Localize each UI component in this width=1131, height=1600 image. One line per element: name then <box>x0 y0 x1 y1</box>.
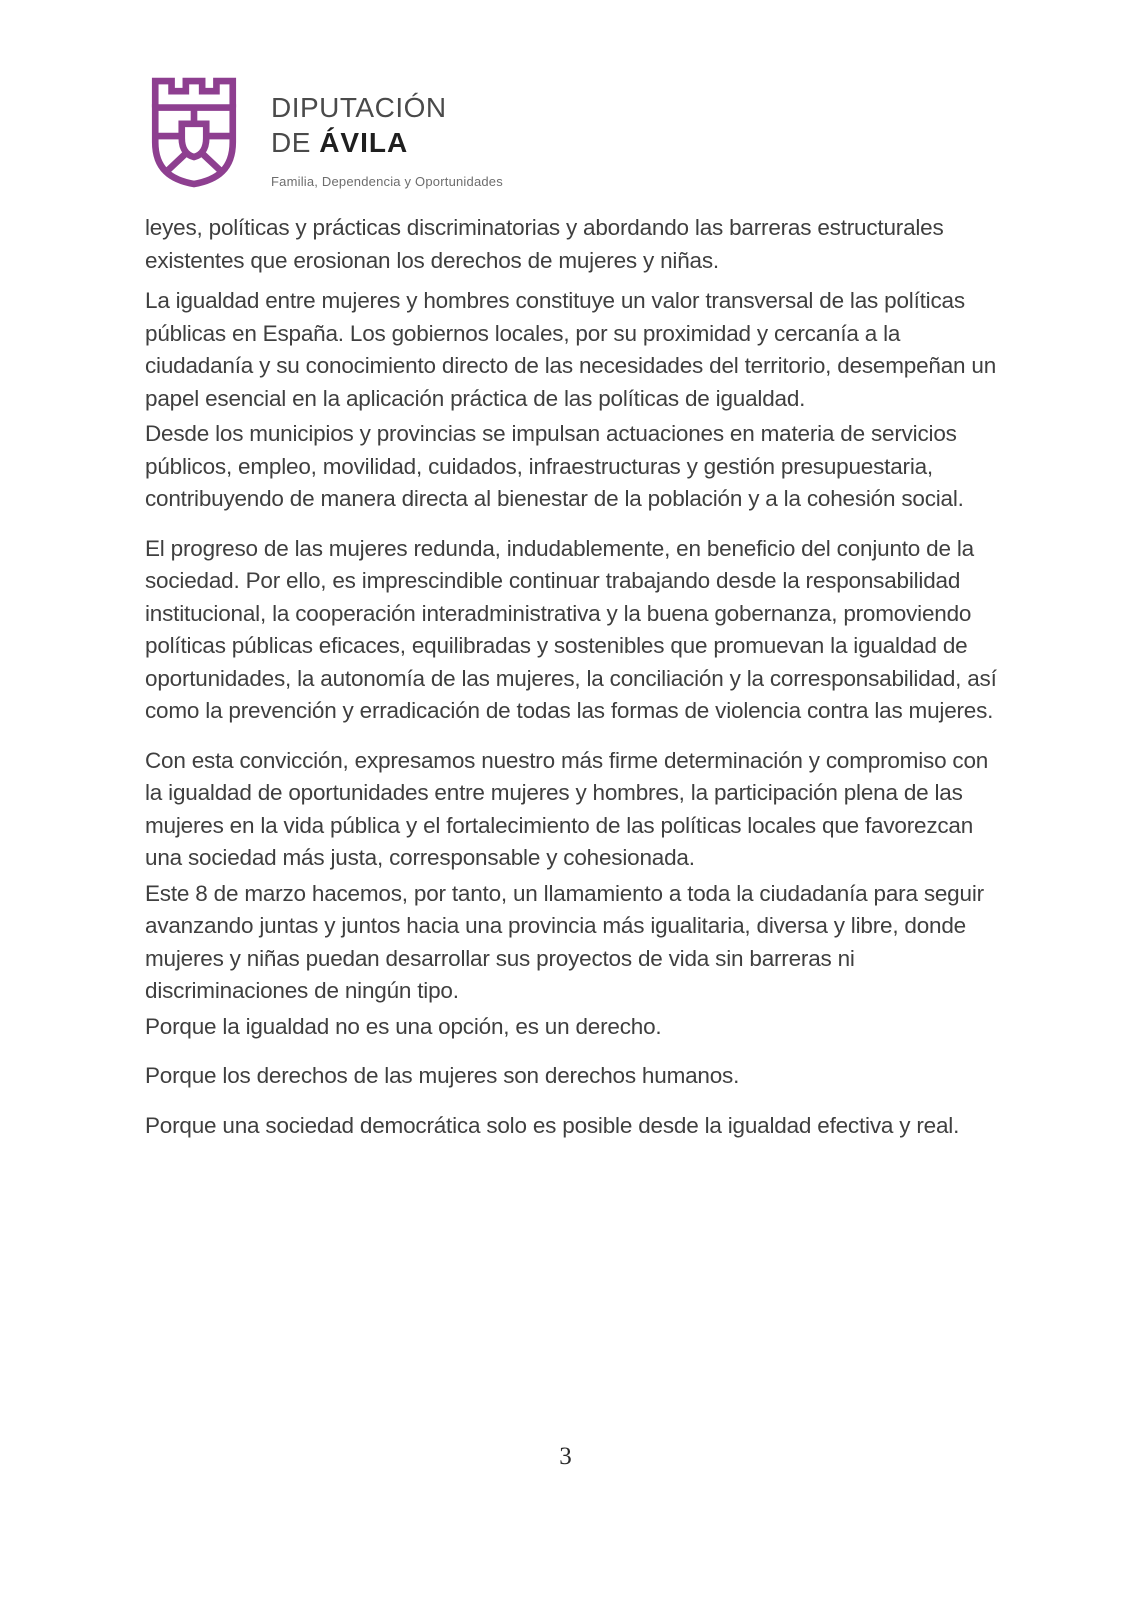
logo-name-line1: DIPUTACIÓN <box>271 92 447 123</box>
paragraph: Porque la igualdad no es una opción, es un derecho. <box>145 1013 662 1039</box>
paragraph: Porque una sociedad democrática solo es posible desde la igualdad efectiva y real. <box>145 1112 960 1138</box>
paragraph: La igualdad entre mujeres y hombres constituye un valor transversal de las políticas públicas en España. Los gobiernos locales, por su proximidad y cercanía a la ciudadanía y su conocimiento directo de las necesidades del territorio, desempeñan un papel esencial en la aplicación práctica de las políticas de igualdad. <box>145 288 997 411</box>
diputacion-avila-logo <box>143 70 503 192</box>
paragraph: Desde los municipios y provincias se impulsan actuaciones en materia de servicios públicos, empleo, movilidad, cuidados, infraestructuras y gestión presupuestaria, contribuyendo de manera directa al bienestar de la población y a la cohesión social. <box>145 421 964 511</box>
paragraph: Este 8 de marzo hacemos, por tanto, un llamamiento a toda la ciudadanía para seguir avanzando juntas y juntos hacia una provincia más igualitaria, diversa y libre, donde mujeres y niñas puedan desarrollar sus proyectos de vida sin barreras ni discriminaciones de ningún tipo. <box>145 880 984 1003</box>
logo-name-line2 <box>271 125 503 160</box>
logo-tagline: Familia, Dependencia y Oportunidades <box>271 174 503 189</box>
paragraph: El progreso de las mujeres redunda, indudablemente, en beneficio del conjunto de la sociedad. Por ello, es imprescindible continuar trabajando desde la responsabilidad institucional, la cooperación interadministrativa y la buena gobernanza, promoviendo políticas públicas eficaces, equilibradas y sostenibles que promuevan la igualdad de oportunidades, la autonomía de las mujeres, la conciliación y la corresponsabilidad, así como la prevención y erradicación de todas las formas de violencia contra las mujeres. <box>145 535 997 723</box>
logo-text <box>271 70 503 189</box>
page-number: 3 <box>559 1443 572 1470</box>
paragraph: Con esta convicción, expresamos nuestro más firme determinación y compromiso con la igualdad de oportunidades entre mujeres y hombres, la participación plena de las mujeres en la vida pública y el fortalecimiento de las políticas locales que favorezcan una sociedad más justa, corresponsable y cohesionada. <box>145 747 989 870</box>
paragraph: Porque los derechos de las mujeres son derechos humanos. <box>145 1063 740 1088</box>
paragraph: leyes, políticas y prácticas discriminatorias y abordando las barreras estructurales existentes que erosionan los derechos de mujeres y niñas. <box>145 215 944 273</box>
logo-name-line2-bold: ÁVILA <box>319 127 409 158</box>
castle-shield-icon <box>143 70 245 192</box>
logo-name-line2-regular: DE <box>271 127 320 158</box>
document-body <box>145 212 997 1142</box>
